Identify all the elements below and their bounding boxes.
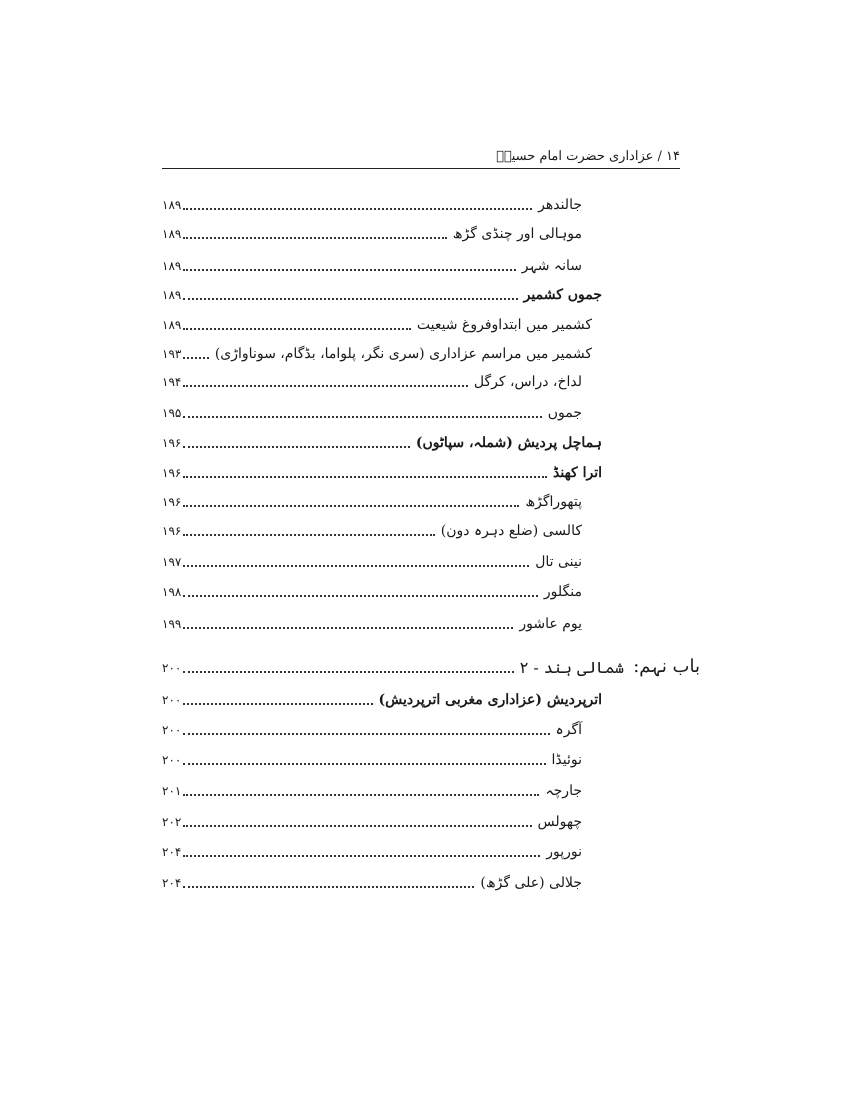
entry-page: ۱۹۶ [162, 495, 182, 509]
entry-title: کشمیر میں ابتداوفروغ شیعیت [416, 317, 592, 333]
entry-title: چھولس [537, 814, 582, 830]
entry-title: موہالی اور چنڈی گڑھ [452, 226, 582, 242]
leader-dots [183, 357, 209, 359]
entry-page: ۱۸۹ [162, 288, 182, 302]
entry-title: یوم عاشور [519, 616, 582, 632]
leader-dots [183, 208, 532, 210]
entry-title: آگرہ [555, 722, 582, 738]
leader-dots [183, 505, 519, 507]
entry-page: ۱۸۹ [162, 198, 182, 212]
entry-title: کالسی (ضلع دہرہ دون) [440, 523, 582, 539]
toc-entry[interactable] [162, 748, 582, 770]
entry-page: ۲۰۱ [162, 784, 182, 798]
chapter-label-text: باب نہم: [633, 656, 700, 677]
leader-dots [183, 237, 446, 239]
toc-entry[interactable] [162, 342, 592, 364]
leader-dots [183, 763, 545, 765]
entry-title: جموں [547, 405, 582, 421]
leader-dots [183, 825, 531, 827]
entry-page: ۲۰۰ [162, 693, 182, 707]
toc-entry[interactable] [162, 254, 582, 276]
entry-page: ۱۸۹ [162, 259, 182, 273]
leader-dots [183, 446, 410, 448]
toc-entry[interactable] [162, 490, 582, 512]
header-text: ۱۴ / عزاداری حضرت امام حسینؑ [496, 149, 680, 164]
entry-page: ۲۰۴ [162, 845, 182, 859]
leader-dots [183, 671, 513, 673]
toc-entry[interactable] [162, 580, 582, 602]
toc-entry[interactable] [162, 840, 582, 862]
entry-page: ۱۹۶ [162, 436, 182, 450]
leader-dots [183, 269, 515, 271]
toc-entry[interactable] [162, 283, 602, 305]
entry-page: ۱۹۳ [162, 347, 182, 361]
toc-entry[interactable] [162, 370, 582, 392]
toc-entry-chapter[interactable] [162, 656, 624, 678]
entry-page: ۱۹۹ [162, 617, 182, 631]
entry-page: ۱۸۹ [162, 227, 182, 241]
entry-title: جالندھر [538, 197, 582, 213]
toc-entry[interactable] [162, 193, 582, 215]
toc-entry[interactable] [162, 461, 602, 483]
entry-page: ۲۰۰ [162, 753, 182, 767]
leader-dots [183, 595, 538, 597]
entry-page: ۱۸۹ [162, 318, 182, 332]
leader-dots [183, 627, 513, 629]
entry-title: اترپردیش (عزاداری مغربی اترپردیش) [378, 692, 602, 708]
entry-page: ۲۰۲ [162, 815, 182, 829]
toc-entry[interactable] [162, 550, 582, 572]
toc-entry[interactable] [162, 871, 582, 893]
toc-entry[interactable] [162, 810, 582, 832]
entry-page: ۱۹۷ [162, 555, 182, 569]
entry-title: پتھوراگڑھ [525, 494, 582, 510]
entry-page: ۱۹۴ [162, 375, 182, 389]
entry-title: نوئیڈا [551, 752, 582, 768]
toc-entry[interactable] [162, 401, 582, 423]
entry-title: جلالی (علی گڑھ) [480, 875, 582, 891]
entry-page: ۲۰۴ [162, 876, 182, 890]
leader-dots [183, 385, 468, 387]
entry-title: نورپور [546, 844, 582, 860]
leader-dots [183, 476, 547, 478]
entry-page: ۲۰۰ [162, 723, 182, 737]
entry-title: جموں کشمیر [523, 287, 602, 303]
leader-dots [183, 565, 529, 567]
leader-dots [183, 855, 540, 857]
leader-dots [183, 886, 474, 888]
entry-title: جارچہ [545, 783, 582, 799]
toc-entry[interactable] [162, 779, 582, 801]
leader-dots [183, 703, 372, 705]
entry-title: شمالی ہند - ۲ [519, 658, 624, 677]
toc-entry[interactable] [162, 222, 582, 244]
toc-entry[interactable] [162, 718, 582, 740]
entry-title: منگلور [543, 584, 582, 600]
entry-title: سانہ شہر [521, 258, 582, 274]
entry-page: ۱۹۶ [162, 466, 182, 480]
leader-dots [183, 416, 541, 418]
toc-entry[interactable] [162, 431, 602, 453]
toc-entry[interactable] [162, 612, 582, 634]
leader-dots [183, 534, 434, 536]
entry-title: اترا کھنڈ [553, 465, 602, 481]
leader-dots [183, 298, 517, 300]
entry-page: ۲۰۰ [162, 661, 182, 675]
entry-page: ۱۹۸ [162, 585, 182, 599]
entry-title: ہماچل پردیش (شملہ، سپاٹوں) [415, 435, 602, 451]
entry-title: لداخ، دراس، کرگل [473, 374, 582, 390]
toc-entry[interactable] [162, 313, 592, 335]
leader-dots [183, 328, 411, 330]
leader-dots [183, 733, 549, 735]
toc-entry[interactable] [162, 519, 582, 541]
entry-page: ۱۹۶ [162, 524, 182, 538]
entry-title: نینی تال [535, 554, 582, 570]
leader-dots [183, 794, 539, 796]
entry-title: کشمیر میں مراسم عزاداری (سری نگر، پلواما، بڈگام، سوناواڑی) [214, 346, 592, 362]
entry-page: ۱۹۵ [162, 406, 182, 420]
toc-entry[interactable] [162, 688, 602, 710]
